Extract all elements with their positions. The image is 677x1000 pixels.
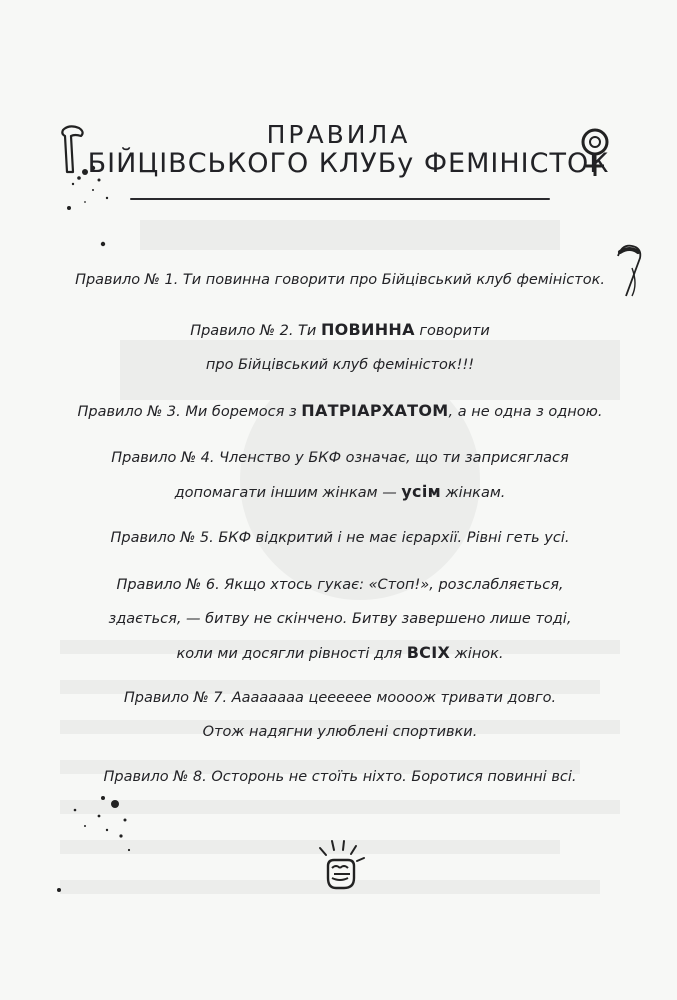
rule-6-line (40, 602, 640, 636)
rule-6-line (40, 636, 640, 671)
rule-5 (40, 521, 640, 555)
rule-text: здається, — битву не скінчено. Битву завершено лише тоді, (108, 611, 572, 627)
rule-text: про Бійцівський клуб феміністок!!! (205, 357, 475, 373)
rule-2-line (40, 313, 640, 348)
rule-8-line (40, 760, 640, 794)
rule-text: говорити (414, 323, 490, 339)
title-underline (130, 198, 550, 200)
rule-3 (40, 394, 640, 429)
rule-7-line (40, 681, 640, 715)
rule-text: коли ми досягли рівності для (176, 646, 407, 662)
rule-8 (40, 760, 640, 794)
rule-text: жінкам. (441, 485, 506, 501)
raised-fist-icon (310, 838, 370, 894)
rule-3-line (40, 394, 640, 429)
rule-text: Правило № 6. Якщо хтось гукає: «Стоп!», розслабляється, (116, 577, 564, 593)
rule-text: Отож надягни улюблені спортивки. (202, 724, 478, 740)
rule-7 (40, 681, 640, 749)
rule-4-line (40, 441, 640, 475)
rule-4-line (40, 475, 640, 510)
rule-text: жінок. (450, 646, 504, 662)
rule-emphasis: ВСІХ (406, 643, 451, 662)
rule-text: Правило № 5. БКФ відкритий і не має ієрархії. Рівні геть усі. (110, 530, 570, 546)
rule-2 (40, 313, 640, 382)
rule-text: Правило № 7. Аааааааа цееееее моооож тривати довго. (123, 690, 557, 706)
rule-1 (40, 263, 640, 297)
rule-7-line (40, 715, 640, 749)
rule-emphasis: усім (401, 482, 441, 501)
rule-5-line (40, 521, 640, 555)
rule-text: Правило № 3. Ми боремося з (77, 404, 302, 420)
rule-6-line (40, 568, 640, 602)
rule-text: Правило № 8. Осторонь не стоїть ніхто. Боротися повинні всі. (103, 769, 577, 785)
rule-emphasis: ПОВИННА (320, 320, 415, 339)
rule-6 (40, 568, 640, 671)
rule-text: Правило № 4. Членство у БКФ означає, що ти заприсяглася (111, 450, 569, 466)
page-title-line-1: ПРАВИЛА (266, 120, 411, 149)
ink-splatter-icon (45, 790, 145, 900)
rule-text: Правило № 1. Ти повинна говорити про Бійцівський клуб феміністок. (75, 272, 605, 288)
rule-1-line (40, 263, 640, 297)
rule-text: , а не одна з одною. (448, 404, 603, 420)
page-title-line-2: БІЙЦІВСЬКОГО КЛУБу ФЕМІНІСТОК (87, 148, 610, 179)
rule-emphasis: ПАТРІАРХАТОМ (301, 401, 449, 420)
rule-text: допомагати іншим жінкам — (174, 485, 402, 501)
rule-text: Правило № 2. Ти (190, 323, 321, 339)
rule-2-line (40, 348, 640, 382)
rule-4 (40, 441, 640, 510)
